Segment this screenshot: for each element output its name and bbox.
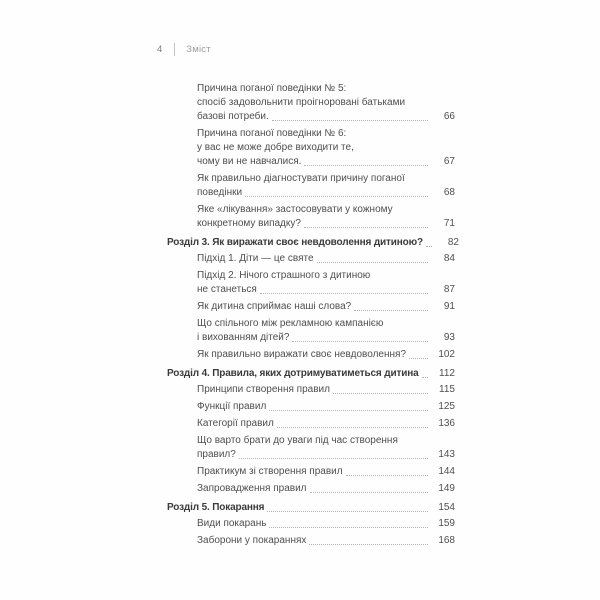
toc-entry-text: Види покарань — [197, 518, 267, 529]
dot-leader — [277, 427, 428, 428]
dot-leader — [239, 458, 428, 459]
header-title: Зміст — [186, 43, 211, 55]
dot-leader — [304, 227, 428, 228]
toc-entry-line — [167, 236, 459, 250]
toc-page-number: 68 — [443, 187, 455, 198]
dot-leader — [269, 410, 428, 411]
toc-entry-line — [197, 269, 455, 283]
dot-leader — [272, 120, 428, 121]
toc-page-number: 87 — [443, 284, 455, 295]
toc-entry-text: базові потреби. — [197, 111, 269, 122]
toc-entry-text: і вихованням дітей? — [197, 332, 290, 343]
dot-leader — [317, 262, 428, 263]
toc-entry-line — [197, 434, 455, 448]
table-of-contents — [167, 82, 459, 551]
toc-entry-text: Розділ 4. Правила, яких дотримуватиметься дитина — [167, 368, 419, 379]
dot-leader — [333, 393, 428, 394]
toc-page-number: 115 — [439, 384, 455, 395]
toc-entry — [167, 172, 455, 200]
toc-entry-line — [197, 252, 455, 266]
toc-entry-text: Причина поганої поведінки № 6: — [197, 128, 347, 139]
toc-entry — [167, 400, 455, 414]
toc-entry-text: Підхід 2. Нічого страшного з дитиною — [197, 270, 371, 281]
toc-entry-line — [197, 283, 455, 297]
dot-leader — [310, 492, 429, 493]
toc-entry — [167, 82, 455, 124]
toc-page-number: 168 — [438, 535, 455, 546]
toc-entry-line — [197, 96, 455, 110]
toc-entry — [167, 434, 455, 462]
toc-entry-text: спосіб задовольнити проігноровані батьками — [197, 97, 406, 108]
toc-entry-line — [197, 82, 455, 96]
toc-entry-line — [197, 348, 455, 362]
toc-entry — [167, 300, 455, 314]
toc-entry — [167, 317, 455, 345]
toc-page-number: 112 — [439, 368, 455, 379]
toc-entry-line — [197, 110, 455, 124]
toc-entry — [167, 465, 455, 479]
dot-leader — [245, 196, 428, 197]
toc-entry-line — [197, 172, 455, 186]
toc-page-number: 159 — [438, 518, 455, 529]
toc-entry-text: Як правильно виражати своє невдоволення? — [197, 349, 406, 360]
toc-entry — [167, 383, 455, 397]
toc-entry-text: у вас не може добре виходити те, — [197, 142, 354, 153]
toc-entry-line — [197, 383, 455, 397]
toc-chapter-entry — [167, 367, 455, 381]
toc-entry-text: правил? — [197, 449, 236, 460]
toc-entry-line — [197, 217, 455, 231]
toc-entry-line — [197, 203, 455, 217]
toc-entry — [167, 127, 455, 169]
toc-entry — [167, 348, 455, 362]
toc-entry-line — [167, 367, 455, 381]
toc-entry-text: Як дитина сприймає наші слова? — [197, 301, 352, 312]
toc-entry — [167, 203, 455, 231]
toc-page-number: 136 — [438, 418, 455, 429]
toc-entry — [167, 269, 455, 297]
page-header — [157, 42, 211, 56]
toc-entry-line — [197, 300, 455, 314]
toc-page-number: 143 — [438, 449, 455, 460]
toc-entry-line — [197, 155, 455, 169]
toc-page-number: 66 — [443, 111, 455, 122]
toc-entry-text: поведінки — [197, 187, 243, 198]
toc-entry — [167, 252, 455, 266]
toc-entry-line — [197, 141, 455, 155]
toc-entry-text: конкретному випадку? — [197, 218, 301, 229]
toc-page-number: 125 — [438, 401, 455, 412]
toc-entry-text: Що спільного між рекламною кампанією — [197, 318, 384, 329]
dot-leader — [292, 341, 428, 342]
toc-entry-line — [197, 465, 455, 479]
dot-leader — [422, 377, 429, 378]
toc-page-number: 154 — [438, 502, 455, 513]
dot-leader — [269, 527, 428, 528]
dot-leader — [309, 544, 428, 545]
toc-entry-text: Функції правил — [197, 401, 267, 412]
toc-entry-text: Яке «лікування» застосовувати у кожному — [197, 204, 393, 215]
toc-entry-text: Причина поганої поведінки № 5: — [197, 83, 347, 94]
toc-entry-text: Категорії правил — [197, 418, 274, 429]
toc-page-number: 67 — [443, 156, 455, 167]
toc-entry-line — [197, 400, 455, 414]
toc-page-number: 84 — [443, 253, 455, 264]
toc-entry-line — [197, 482, 455, 496]
dot-leader — [260, 293, 428, 294]
dot-leader — [354, 310, 428, 311]
dot-leader — [409, 358, 428, 359]
toc-entry-text: Принципи створення правил — [197, 384, 330, 395]
toc-entry-text: Що варто брати до уваги під час створення — [197, 435, 398, 446]
page-number: 4 — [157, 43, 163, 55]
toc-entry — [167, 517, 455, 531]
toc-entry-line — [197, 534, 455, 548]
toc-entry-text: Розділ 5. Покарання — [167, 502, 265, 513]
toc-entry-line — [197, 186, 455, 200]
toc-entry-text: Як правильно діагностувати причину поганої — [197, 173, 405, 184]
toc-entry-text: Розділ 3. Як виражати своє невдоволення дитиною? — [167, 237, 423, 248]
toc-page-number: 71 — [443, 218, 455, 229]
toc-page-number: 149 — [438, 483, 455, 494]
dot-leader — [426, 246, 432, 247]
dot-leader — [346, 475, 428, 476]
toc-chapter-entry — [167, 501, 455, 515]
toc-entry-text: чому ви не навчалися. — [197, 156, 302, 167]
toc-entry-text: Практикум зі створення правил — [197, 466, 343, 477]
toc-entry-line — [197, 517, 455, 531]
toc-page-number: 91 — [443, 301, 455, 312]
header-divider — [174, 43, 175, 56]
toc-entry-line — [167, 501, 455, 515]
toc-page-number: 102 — [438, 349, 455, 360]
dot-leader — [267, 511, 428, 512]
toc-entry-text: не станеться — [197, 284, 257, 295]
toc-entry-text: Запровадження правил — [197, 483, 307, 494]
toc-entry-text: Підхід 1. Діти — це святе — [197, 253, 314, 264]
toc-entry — [167, 417, 455, 431]
toc-entry-line — [197, 448, 455, 462]
toc-page-number: 93 — [443, 332, 455, 343]
toc-entry — [167, 482, 455, 496]
dot-leader — [304, 165, 428, 166]
toc-entry-line — [197, 417, 455, 431]
toc-entry-line — [197, 317, 455, 331]
toc-entry — [167, 534, 455, 548]
toc-page-number: 144 — [438, 466, 455, 477]
toc-entry-line — [197, 331, 455, 345]
toc-entry-text: Заборони у покараннях — [197, 535, 307, 546]
toc-chapter-entry — [167, 236, 459, 250]
toc-page-number: 82 — [447, 237, 459, 248]
toc-entry-line — [197, 127, 455, 141]
